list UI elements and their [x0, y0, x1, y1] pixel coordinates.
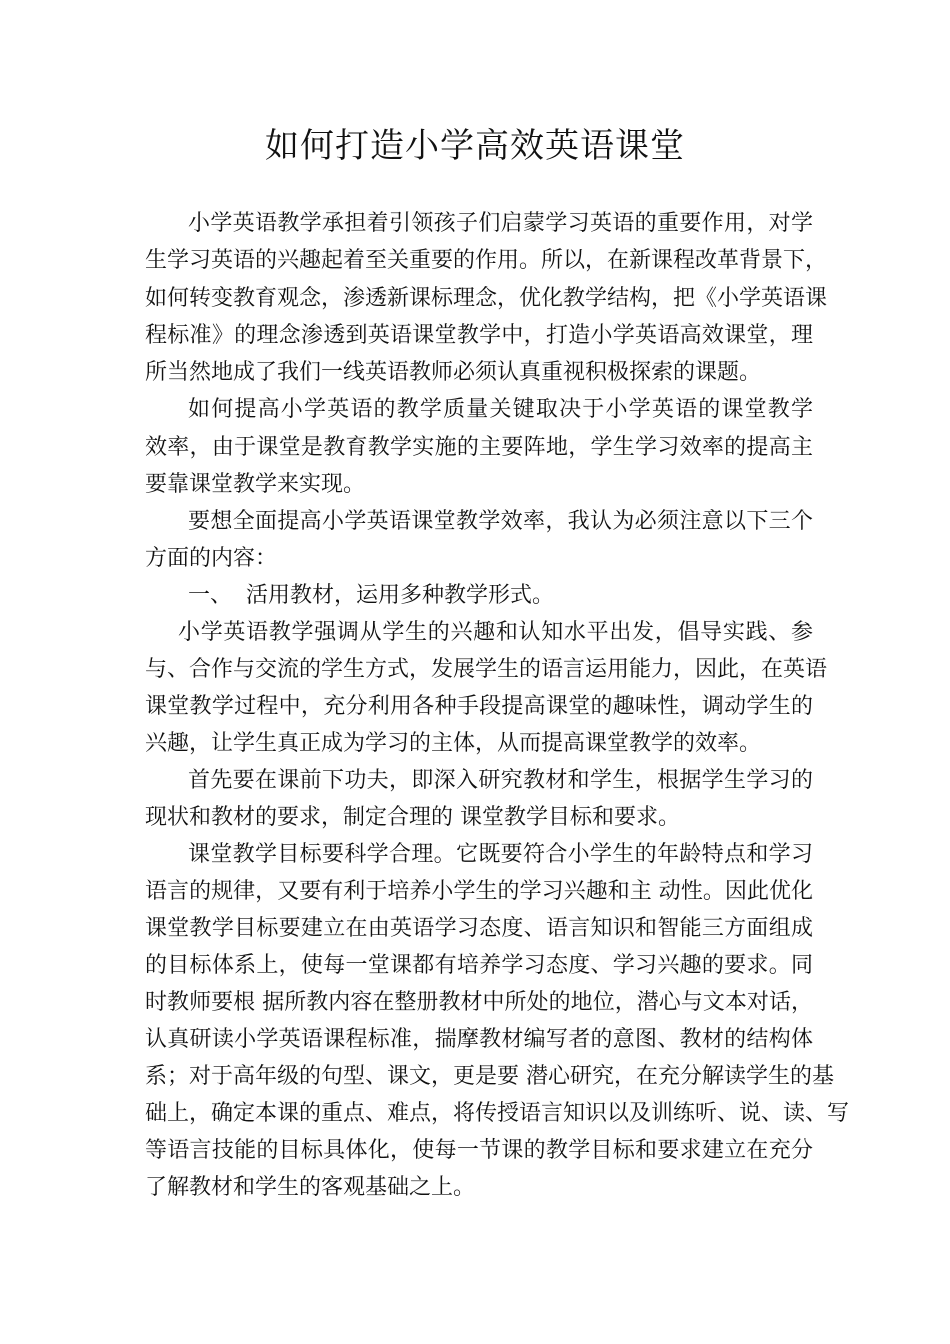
paragraph-line: 认真研读小学英语课程标准，揣摩教材编写者的意图、教材的结构体 — [145, 1027, 813, 1052]
paragraph-line: 课堂教学过程中，充分利用各种手段提高课堂的趣味性，调动学生的 — [145, 694, 813, 719]
paragraph-line: 方面的内容： — [145, 546, 278, 571]
paragraph-line: 现状和教材的要求，制定合理的 课堂教学目标和要求。 — [145, 805, 680, 830]
paragraph-line: 的目标体系上，使每一堂课都有培养学习态度、学习兴趣的要求。同 — [145, 953, 813, 978]
paragraph-line: 时教师要根 据所教内容在整册教材中所处的地位，潜心与文本对话， — [145, 990, 813, 1015]
paragraph-line: 生学习英语的兴趣起着至关重要的作用。所以，在新课程改革背景下， — [145, 248, 828, 273]
paragraph-line: 效率，由于课堂是教育教学实施的主要阵地，学生学习效率的提高主 — [145, 435, 813, 460]
paragraph-line: 如何提高小学英语的教学质量关键取决于小学英语的课堂教学 — [188, 397, 813, 422]
paragraph-line: 课堂教学目标要科学合理。它既要符合小学生的年龄特点和学习 — [188, 842, 813, 867]
section-heading — [188, 581, 588, 611]
paragraph-line: 兴趣，让学生真正成为学习的主体，从而提高课堂教学的效率。 — [145, 731, 762, 756]
paragraph-line: 如何转变教育观念，渗透新课标理念，优化教学结构，把《小学英语课 — [145, 286, 828, 311]
section-number: 一、 — [188, 583, 233, 608]
document-title: 如何打造小学高效英语课堂 — [265, 126, 685, 166]
paragraph-line: 了解教材和学生的客观基础之上。 — [145, 1175, 476, 1200]
paragraph-line: 所当然地成了我们一线英语教师必须认真重视积极探索的课题。 — [145, 360, 762, 385]
paragraph-line: 要靠课堂教学来实现。 — [145, 472, 366, 497]
paragraph-line: 系；对于高年级的句型、课文，更是要 潜心研究，在充分解读学生的基 — [145, 1064, 834, 1089]
paragraph-line: 小学英语教学强调从学生的兴趣和认知水平出发，倡导实践、参 — [178, 620, 813, 645]
paragraph-line: 础上，确定本课的重点、难点，将传授语言知识以及训练听、说、读、写 — [145, 1101, 850, 1126]
paragraph-line: 课堂教学目标要建立在由英语学习态度、语言知识和智能三方面组成 — [145, 916, 813, 941]
paragraph-line: 等语言技能的目标具体化，使每一节课的教学目标和要求建立在充分 — [145, 1138, 813, 1163]
paragraph-line: 首先要在课前下功夫，即深入研究教材和学生，根据学生学习的 — [188, 768, 813, 793]
paragraph-line: 小学英语教学承担着引领孩子们启蒙学习英语的重要作用，对学 — [188, 211, 813, 236]
paragraph-line: 语言的规律，又要有利于培养小学生的学习兴趣和主 动性。因此优化 — [145, 879, 813, 904]
paragraph-line: 程标准》的理念渗透到英语课堂教学中，打造小学英语高效课堂，理 — [145, 323, 813, 348]
paragraph-line: 与、合作与交流的学生方式，发展学生的语言运用能力，因此，在英语 — [145, 657, 828, 682]
section-title: 活用教材，运用多种教学形式。 — [246, 583, 555, 608]
paragraph-line: 要想全面提高小学英语课堂教学效率，我认为必须注意以下三个 — [188, 509, 813, 534]
